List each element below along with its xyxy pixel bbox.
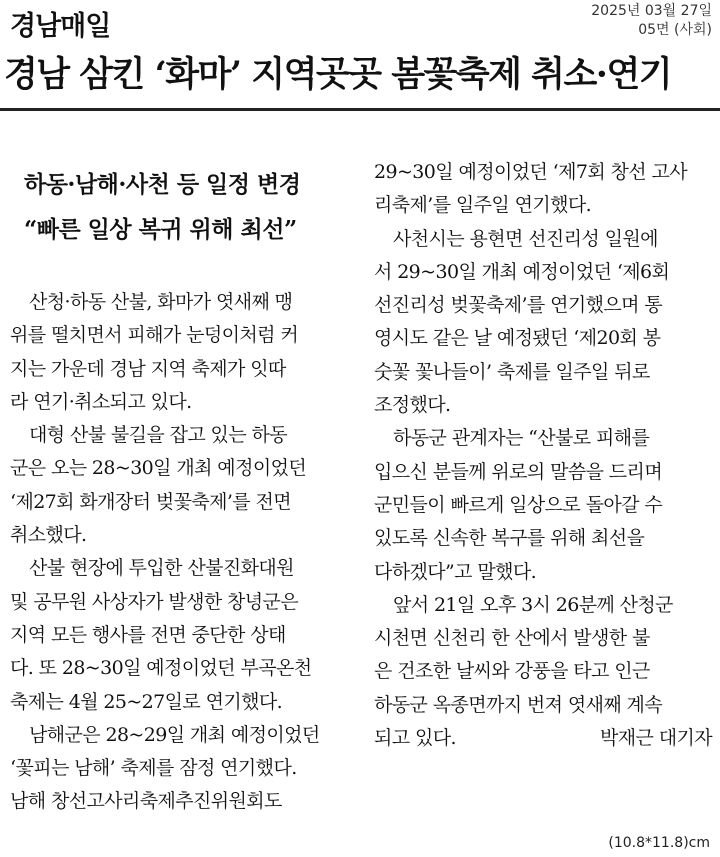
body-line: 리축제’를 일주일 연기했다. [374, 194, 592, 217]
body-line: 취소했다. [10, 524, 87, 547]
subheadline-1: 하동·남해·사천 등 일정 변경 [24, 171, 301, 198]
body-line: 숫꽃 꽃나들이’ 축제를 일주일 뒤로 [374, 360, 650, 383]
reporter-byline: 박재근 대기자 [600, 727, 712, 750]
body-line: 29~30일 예정이었던 ‘제7회 창선 고사 [374, 161, 688, 183]
newspaper-masthead: 경남매일 [10, 11, 111, 42]
body-line: 입으신 분들께 위로의 말씀을 드리며 [374, 460, 663, 483]
body-line: 서 29~30일 개최 예정이었던 ‘제6회 [374, 260, 670, 283]
article-body-right-column [374, 156, 714, 755]
body-line: 및 공무원 사상자가 발생한 창녕군은 [10, 590, 299, 613]
body-line: 축제는 4월 25~27일로 연기했다. [10, 690, 283, 713]
body-line: 군민들이 빠르게 일상으로 돌아갈 수 [374, 493, 663, 516]
dateline [591, 2, 712, 40]
body-line: 대형 산불 불길을 잡고 있는 하동 [29, 424, 288, 447]
body-line: 사천시는 용현면 선진리성 일원에 [393, 227, 658, 250]
body-line: 되고 있다. 박재근 대기자 [374, 722, 714, 755]
body-line: 하동군 옥종면까지 번져 엿새째 계속 [374, 693, 663, 716]
body-line: 남해 창선고사리축제추진위원회도 [10, 790, 282, 813]
article-body-left-column [10, 286, 350, 819]
body-line: 남해군은 28~29일 개최 예정이었던 [29, 723, 320, 746]
body-line: 앞서 21일 오후 3시 26분께 산청군 [393, 593, 673, 616]
body-line: 선진리성 벚꽃축제’를 연기했으며 통 [374, 294, 663, 317]
body-line: ‘제27회 화개장터 벚꽃축제’를 전면 [10, 490, 291, 513]
body-line: 다. 또 28~30일 예정이었던 부곡온천 [10, 657, 312, 680]
body-line: 은 건조한 날씨와 강풍을 타고 인근 [374, 660, 650, 683]
body-line: 산청·하동 산불, 화마가 엿새째 맹 [29, 291, 293, 313]
body-line: 다하겠다”고 말했다. [374, 560, 537, 583]
body-line: 하동군 관계자는 “산불로 피해를 [393, 427, 650, 450]
publication-date: 2025년 03월 27일 [591, 3, 712, 19]
body-line: 산불 현장에 투입한 산불진화대원 [29, 557, 294, 580]
subheadline-2: “빠른 일상 복귀 위해 최선” [24, 216, 297, 243]
body-line: ‘꽃피는 남해’ 축제를 잠정 연기했다. [10, 757, 297, 780]
page-section: 05면 (사회) [638, 22, 712, 38]
body-line: 위를 떨치면서 피해가 눈덩이처럼 커 [10, 324, 299, 347]
body-line: 영시도 같은 날 예정됐던 ‘제20회 봉 [374, 327, 661, 350]
article-headline: 경남 삼킨 ‘화마’ 지역곳곳 봄꽃축제 취소·연기 [4, 54, 672, 95]
body-line: 라 연기·취소되고 있다. [10, 390, 192, 413]
body-line: 조정했다. [374, 394, 451, 417]
body-line: 있도록 신속한 복구를 위해 최선을 [374, 527, 645, 550]
body-line: 군은 오는 28~30일 개최 예정이었던 [10, 457, 307, 480]
clipping-size-note: (10.8*11.8)cm [608, 835, 710, 851]
headline-divider [0, 108, 720, 111]
body-line: 지역 모든 행사를 전면 중단한 상태 [10, 623, 286, 646]
body-line: 지는 가운데 경남 지역 축제가 잇따 [10, 357, 286, 380]
body-line: 시천면 신천리 한 산에서 발생한 불 [374, 627, 650, 650]
